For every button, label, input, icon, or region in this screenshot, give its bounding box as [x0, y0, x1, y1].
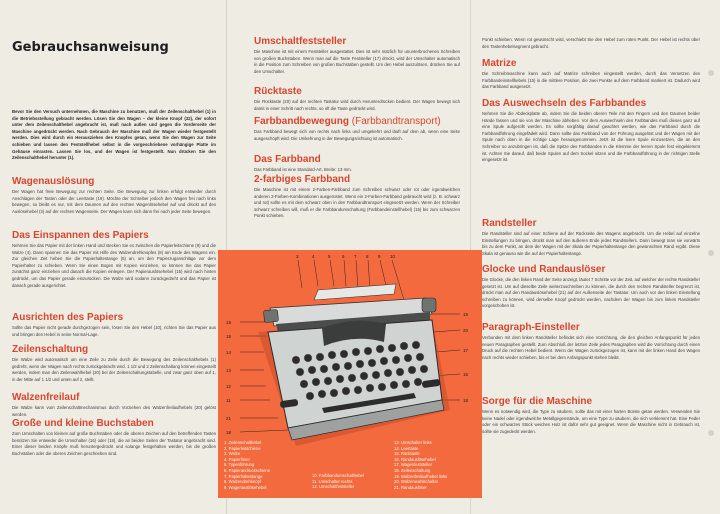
section-heading: Sorge für die Maschine — [482, 396, 593, 407]
legend-item: 21. Randauslöser — [394, 484, 427, 490]
callout-number: 15 — [226, 334, 232, 339]
legend-item: 19. Walzenfreilaufhebel links — [394, 473, 448, 479]
section-heading: Glocke und Randauslöser — [482, 264, 606, 275]
figure-legend-left — [224, 440, 270, 490]
legend-item: 5. Typenführung — [224, 462, 255, 468]
legend-item: 17. Wagenfeststeller — [394, 462, 433, 468]
legend-item: 10. Farbbandumschalthebel — [312, 473, 364, 478]
legend-item: 6. Papierandruckschiene — [224, 467, 271, 473]
section-text: Nehmen Sie die Abdeckplatte ab, indem Sie die beiden oberen Teile mit den Fingern und den Daumen beider Hände fassen und sie von der Maschine abheben. Vor dem Auswechseln des Farbbandes muß dieses ganz auf eine Spule aufgerollt werden. Es sollte sorgfältig darauf geachtet werden, wie das Farbband durch die Farbbandführung eingefädelt wird. Dann sollte das Farbband von der Führung ausgelöst und der Wagen mit der Spule nach oben in die richtige Lage herausgenommen. Jetzt ist die leere Spule einzusetzen, die an den Schreiber so anzubringen ist, daß die Spitze des Farbbandes in die Klemme der leeren Spule fest eingeklemmt ist. Achten Sie darauf, daß beide Spulen auf dem Sockel sitzen und die Farbbandführung in der richtigen Stelle eingesetzt ist. — [482, 111, 700, 163]
section-heading: Matrize — [482, 58, 517, 69]
binder-hole — [708, 430, 714, 436]
callout-number: 8 — [366, 254, 369, 259]
section-text: Punkt schieben. Wenn rot gewünscht wird, verschiebt Sie den Hebel zum roten Punkt. Der Hebel ist rechts über den Tastenhebelsegment gebracht. — [482, 37, 700, 49]
typewriter-illustration — [218, 250, 482, 498]
heading-sub: (Farbbandtransport) — [351, 116, 441, 127]
section-randsteller — [482, 218, 700, 257]
callout-number: 19 — [463, 312, 469, 317]
section-farbband — [254, 154, 460, 174]
callout-number: 12 — [226, 384, 232, 389]
section-paragraph — [482, 322, 700, 361]
callout-number: 20 — [463, 328, 469, 333]
legend-item: 15. Rücktaste — [394, 451, 420, 457]
section-text: Nehmen Sie das Papier mit der linken Hand und stecken Sie es zwischen die Papierleitschiene (9) und die Walze (4). Dann spannen Sie das Papier mit Hilfe des Walzendrehknopfes (8) am Ende des Wagens ein. Zur gleichen Zeit heben Sie die Papierhaltestange (5) an, um den Papierzuganschläge vor dem Papierhalter zu schieben. Wenn Sie einen Bogen mit Kopien einziehen, so können Sie das Papier zunächst ganz einziehen und danach die Kopien einlegen. Der Papierauslösehebel (15) wird nach hinten gedrückt, um das Papier gerade einzurücken. Die Walze wird sodann zurückgedreht und das Papier ist danach gerade ausgerichtet. — [12, 243, 216, 288]
section-heading: Paragraph-Einsteller — [482, 322, 580, 333]
callout-number: 7 — [354, 254, 357, 259]
section-heading: Wagenauslösung — [12, 176, 95, 187]
legend-item: 2. Papierleitschiene — [224, 445, 261, 451]
section-zweifarbig — [254, 174, 460, 220]
figure-legend-right — [394, 440, 447, 490]
section-heading: Das Farbband — [254, 154, 321, 165]
column-right — [472, 0, 720, 514]
legend-item: 20. Walzenwahlschalter — [394, 479, 439, 485]
callout-number: 21 — [226, 416, 232, 421]
section-heading: Rücktaste — [254, 86, 302, 97]
legend-item: 7. Papierhaltestange — [224, 473, 263, 479]
section-text: Die Randsteller sind auf einer Schiene auf der Rückseite des Wagens angebracht. Um die Hebel auf einzelne Einstellungen zu bringen, drückt man auf den äußeren Ende jedes Randstellers. Dann bewegt man sie vorwärts bis zu dem Punkt, an dem der Wagen mit der Skala der Papierhaltestange den gewünschten Rand ergibt. Diese Skala ist genauso wie die auf der Papierhaltestange. — [482, 231, 700, 256]
section-text: Sollte das Papier nicht gerade durchgezogen sein, lösen Sie den Hebel (10), richten Sie das Papier aus und bringen den Hebel in seine Normal-Lage. — [12, 325, 216, 337]
section-text: Das Farbband bewegt sich von rechts nach links und umgekehrt und läuft auf dem ab, wenn eine Seite ausgeschöpft wird. Die Umkehrung in der Bewegungsrichtung ist automatisch. — [254, 129, 460, 141]
section-heading: Umschaltfeststeller — [254, 36, 347, 47]
callout-number: 3 — [296, 254, 299, 259]
section-sorge — [482, 396, 700, 435]
section-heading: Das Auswechseln des Farbbandes — [482, 98, 647, 109]
binder-hole — [708, 70, 714, 76]
legend-item: 9. Wagenauslösehebel — [224, 484, 267, 490]
heading-main: Farbbandbewegung — [254, 116, 349, 127]
legend-item: 18. Zeilenschaltung — [394, 467, 431, 473]
column-left — [0, 0, 228, 514]
section-einspannen — [12, 230, 216, 289]
intro-block — [12, 108, 216, 162]
section-wagenausloesung — [12, 176, 216, 215]
callout-number: 13 — [226, 368, 232, 373]
callout-number: 11 — [226, 398, 231, 403]
legend-item: 13. Umschalter links — [394, 440, 432, 445]
callout-number: 4 — [312, 254, 315, 259]
binder-hole — [708, 250, 714, 256]
section-text: Das Farbband ist eine Standard-Art, Breite: 13 mm. — [254, 167, 352, 172]
section-farbband-bewegung — [254, 116, 460, 142]
callout-number: 18 — [226, 430, 232, 435]
section-text: Die Walze kann vom Zeilenschaltmechanismus durch Vorziehen des Walzenfreilaufhebels (20) gelöst werden. — [12, 405, 216, 417]
section-heading: Ausrichten des Papiers — [12, 312, 124, 323]
section-heading: Das Einspannen des Papiers — [12, 230, 149, 241]
callout-number: 9 — [378, 254, 381, 259]
callout-number: 18 — [463, 398, 469, 403]
legend-item: 1. Zeilenschalthebel — [224, 440, 262, 445]
section-buchstaben — [12, 418, 216, 457]
section-walzenfreilauf — [12, 392, 216, 418]
intro-text: Bevor Sie den Versuch unternehmen, die Maschine zu benutzen, muß der Zeilenschalthebel (1) in die Betriebsstellung gebracht werden. Lösen Sie den Wagen – der kleine Knopf (32), der sofort unter dem Zeilenschalthebel angebracht ist, muß nach außen und gegen die Vorderseite der Maschine angedrückt werden. Nach Gebrauch der Maschine muß der Wagen wieder festgestellt werden. Dies wird durch ein Herausziehen des Knopfes getan, wenn Sie den Wagen zur Seite schieben und lassen den Feststellhebel selbst in die vorgeschriebene vorhängige Platte im Gehäuse einrasten. Lassen Sie los, und der Wagen ist festgestellt. Nun drücken Sie den Zeilenschalthebel herunter (1). — [12, 109, 216, 161]
legend-item: 3. Walze — [224, 451, 241, 457]
section-text: Die Rücktaste (20) auf der rechten Tastatur wird durch Herunterdrücken bedient. Der Wagen bewegt sich damit in einer Schritt nach rechts, so oft die Taste gedrückt wird. — [254, 99, 460, 111]
matrize-continuation — [482, 36, 700, 50]
callout-number: 5 — [328, 254, 331, 259]
section-zeilenschaltung — [12, 344, 216, 383]
section-heading: Walzenfreilauf — [12, 392, 80, 403]
section-text: Die Maschine ist mit einem 2-Farben-Farbband zum Schreiben schwarz oder rot oder irgendwelchen anderen 2-Farben-Kombinationen ausgerüstet. Wenn ein 2-Farben-Farbband gebraucht wird (z. B. schwarz und rot) sollte es mit dem schwarz oben in den Farbbandtransport eingesetzt werden. Wenn der Schreiber schwarz schreiben will, muß er die Farbbandumschaltung (Farbbandeinstellhebel) (15) bis zum schwarzen Punkt schieben. — [254, 187, 460, 219]
section-text: Die Walze wird automatisch um eine Zeile zu Zeile durch die Bewegung des Zeilenschalthebels (1) gedreht, wenn der Wagen nach rechts zurückgebracht wird. 1 1/2 und 2 Zeilenschaltung können eingestellt werden, indem man den Zeilenwahlhebel (20) bei der Zeilenschaltungstabelle, und zwar ganz oben auf 1, in der Mitte auf 1 1/2 und unten auf 2, stellt. — [12, 357, 216, 382]
section-ruecktaste — [254, 86, 460, 112]
figure-legend-middle — [312, 473, 364, 490]
section-text: Die Glocke, die den linken Rand der Seite anzeigt, läutet 7 Schritte vor der Zeit, auf welcher der rechte Randsteller gesetzt ist. Um auf dieselbe Zeile weiterzuschreiben zu können, die durch den rechten Randsteller begrenzt ist, drückt man auf den Randauslösehebel (21) auf der Außenseite der Tastatur. Um auch vor den linken Einstellung schreiben zu können, wird derselbe Knopf gedrückt werden, nachdem der Wagen bis zum linken Randsteller vorgeschoben ist. — [482, 277, 700, 309]
section-auswechseln — [482, 98, 700, 164]
legend-item: 16. Randauslösehebel — [394, 456, 436, 462]
section-heading: Große und kleine Buchstaben — [12, 418, 154, 429]
section-text: Wenn es notwendig wird, die Type zu säubern, sollte das mit einer harten Bürste getan werden. Verwenden Sie keine Nadel oder irgendwelche Metallgegenstände, um eine Type zu säubern, die sich verklemmt hat. Eine Feder oder ein schwarzes Stück weiches Holz ist dafür sehr gut geeignet. Wenn die Maschine nicht in Gebrauch ist, sollte sie zugedeckt werden. — [482, 409, 700, 434]
callout-number: 16 — [463, 372, 469, 377]
callout-number: 14 — [226, 350, 232, 355]
section-text: Der Wagen hat freie Bewegung zur rechten Seite. Die Bewegung zur linken erfolgt entweder durch Anschlagen der Tasten oder der Leertaste (19). Möchte der Schreiber jedoch den Wagen frei nach links bewegen, so bleibt es nur, mit dem Daumen auf den rechten Wagenlösehebel auf und drückt auf den Auslösehebel (3) auf der rechten Wagenseite. Der Wagen kann sich dann frei nach jeder Seite bewegen. — [12, 189, 216, 214]
legend-item: 11. Umschalter rechts — [312, 478, 353, 484]
section-text: Die Maschine ist mit einem Feststeller ausgestattet. Dies ist sehr nützlich für ununterbrochenes Schreiben von großen Buchstaben. Wenn man auf die Taste Feststeller (17) drückt, wird der Umschalter automatisch in die Position zum Schreiben von großen Buchstaben gestellt. Um den Hebel auszulösen, drücken Sie auf den Umschalter. — [254, 49, 460, 74]
callout-number: 18 — [226, 320, 232, 325]
page-title: Gebrauchsanweisung — [12, 40, 169, 55]
callout-number: 17 — [463, 348, 469, 353]
callout-number: 6 — [342, 254, 345, 259]
legend-item: 8. Walzendrehknopf — [224, 479, 262, 485]
section-glocke — [482, 264, 700, 310]
section-heading — [254, 116, 460, 128]
legend-item: 12. Umschaltfeststeller — [312, 484, 355, 490]
section-text: Verbunden mit dem linken Randsteller befindet sich eine Vorrichtung, die den gleichen Anfangspunkt für jeden neuen Paragraphen gestellt. Zum Abschluß der letzten Zeile jedes Paragraphen wird die Vorrichtung durch einen Druck auf die rechten Hebel bedient. Wenn der Wagen zurückgezogen ist, kann mit der linken Hand den Wagen nach rechts wieder schieben, bis er bei dem Anfangspunkt stehen bleibt. — [482, 335, 700, 360]
section-umschaltfeststeller — [254, 36, 460, 75]
legend-item: 4. Papierlöser — [224, 456, 250, 462]
section-heading: Randsteller — [482, 218, 537, 229]
section-text: Die Schreibmaschine kann auch auf Matrize schreiben eingestellt werden, durch das Versetzen des Farbbandeinstellhebels (15) in die mittlere Position, die zwei Punkte auf dem Farbband markiert ist. Dadurch wird das Farbband ausgesetzt. — [482, 71, 700, 90]
section-text: Zum Umschalten von kleinen auf große Buchstaben oder die oberen Zeichen auf den betreffenden Tasten benützen Sie entweder die Umschalter (16) oder (18), die an beiden Seiten der Tastatur angebracht sind. Einer dieser beiden Knöpfe muß heruntergedrückt und solange festgehalten werden, bis die großen Buchstaben oder die oberen Zeichen geschrieben sind. — [12, 431, 216, 456]
section-heading: 2-farbiges Farbband — [254, 174, 351, 185]
section-matrize — [482, 58, 700, 91]
section-heading: Zeilenschaltung — [12, 344, 89, 355]
callout-number: 10 — [390, 254, 396, 259]
legend-item: 14. Leertaste — [394, 445, 419, 451]
section-ausrichten — [12, 312, 216, 338]
